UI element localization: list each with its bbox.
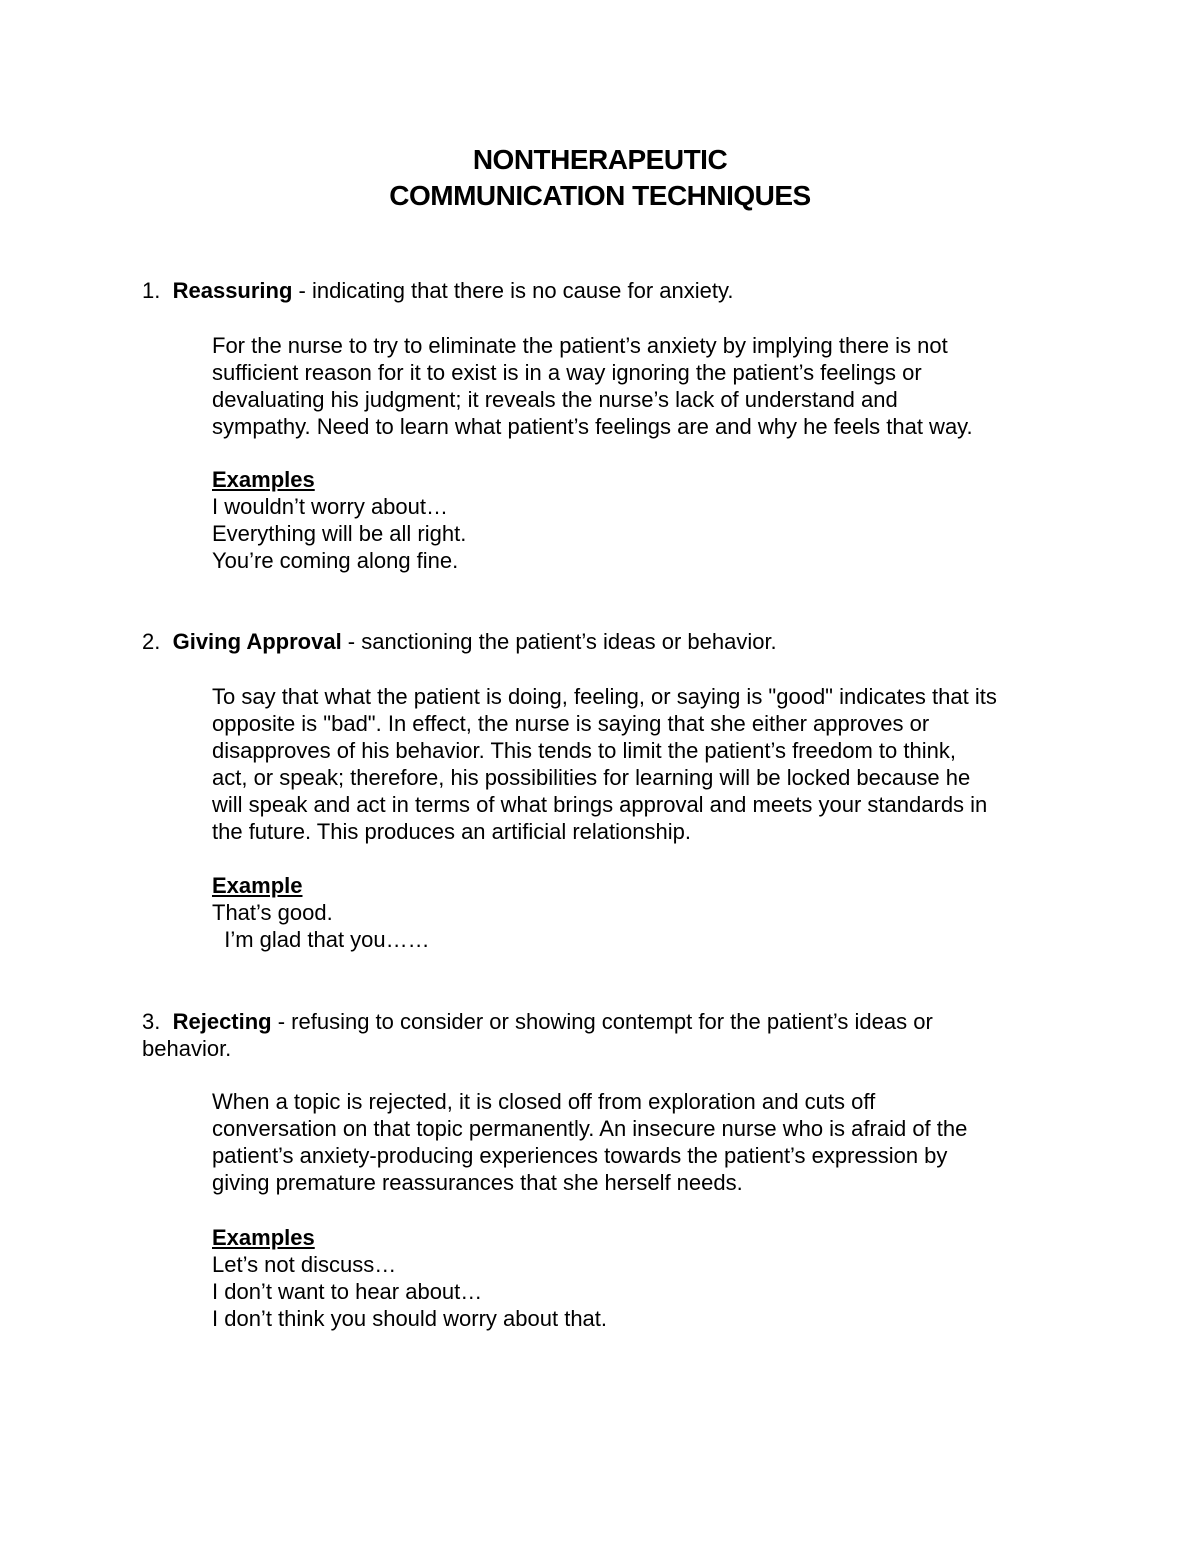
section-1-term: Reassuring	[172, 278, 293, 303]
section-1-number: 1.	[142, 278, 161, 303]
section-2-examples	[212, 899, 430, 953]
paragraph-line: To say that what the patient is doing, feeling, or saying is "good" indicates that its	[212, 684, 997, 709]
section-1-examples	[212, 493, 466, 574]
example-item: I’m glad that you……	[212, 927, 430, 952]
section-3-paragraph	[212, 1088, 1072, 1196]
example-item: Everything will be all right.	[212, 521, 467, 546]
paragraph-line: will speak and act in terms of what brings approval and meets your standards in	[212, 792, 988, 817]
section-3-term: Rejecting	[172, 1009, 272, 1034]
example-item: I don’t think you should worry about that.	[212, 1306, 608, 1331]
document-title-line-2: COMMUNICATION TECHNIQUES	[389, 180, 811, 211]
paragraph-line: conversation on that topic permanently. An insecure nurse who is afraid of the	[212, 1116, 968, 1141]
section-3-definition: - refusing to consider or showing contempt for the patient’s ideas or	[271, 1009, 933, 1034]
section-3-heading	[142, 1008, 1042, 1062]
section-2-heading	[142, 628, 1042, 655]
paragraph-line: patient’s anxiety-producing experiences towards the patient’s expression by	[212, 1143, 948, 1168]
paragraph-line: giving premature reassurances that she herself needs.	[212, 1170, 743, 1195]
example-item: Let’s not discuss…	[212, 1252, 397, 1277]
section-3-examples-label: Examples	[212, 1225, 315, 1250]
section-1-definition: - indicating that there is no cause for anxiety.	[292, 278, 734, 303]
section-2-definition: - sanctioning the patient’s ideas or behavior.	[341, 629, 777, 654]
section-3-examples	[212, 1251, 607, 1332]
example-item: I wouldn’t worry about…	[212, 494, 448, 519]
paragraph-line: opposite is "bad". In effect, the nurse is saying that she either approves or	[212, 711, 930, 736]
example-item: That’s good.	[212, 900, 333, 925]
paragraph-line: sufficient reason for it to exist is in a way ignoring the patient’s feelings or	[212, 360, 922, 385]
section-2-examples-label: Example	[212, 873, 303, 898]
paragraph-line: For the nurse to try to eliminate the patient’s anxiety by implying there is not	[212, 333, 948, 358]
example-item: I don’t want to hear about…	[212, 1279, 483, 1304]
section-3-number: 3.	[142, 1009, 161, 1034]
document-title-line-1: NONTHERAPEUTIC	[472, 144, 728, 175]
section-1-heading	[142, 277, 1042, 304]
section-2-number: 2.	[142, 629, 161, 654]
paragraph-line: When a topic is rejected, it is closed off from exploration and cuts off	[212, 1089, 876, 1114]
section-2-term: Giving Approval	[172, 629, 342, 654]
example-item: You’re coming along fine.	[212, 548, 459, 573]
section-1-examples-label: Examples	[212, 467, 315, 492]
paragraph-line: devaluating his judgment; it reveals the nurse’s lack of understand and	[212, 387, 898, 412]
section-3-definition-continued: behavior.	[142, 1036, 232, 1061]
paragraph-line: sympathy. Need to learn what patient’s feelings are and why he feels that way.	[212, 414, 973, 439]
section-2-paragraph	[212, 683, 1072, 845]
section-1-paragraph	[212, 332, 1072, 440]
paragraph-line: act, or speak; therefore, his possibilities for learning will be locked because he	[212, 765, 971, 790]
paragraph-line: the future. This produces an artificial relationship.	[212, 819, 691, 844]
paragraph-line: disapproves of his behavior. This tends to limit the patient’s freedom to think,	[212, 738, 956, 763]
